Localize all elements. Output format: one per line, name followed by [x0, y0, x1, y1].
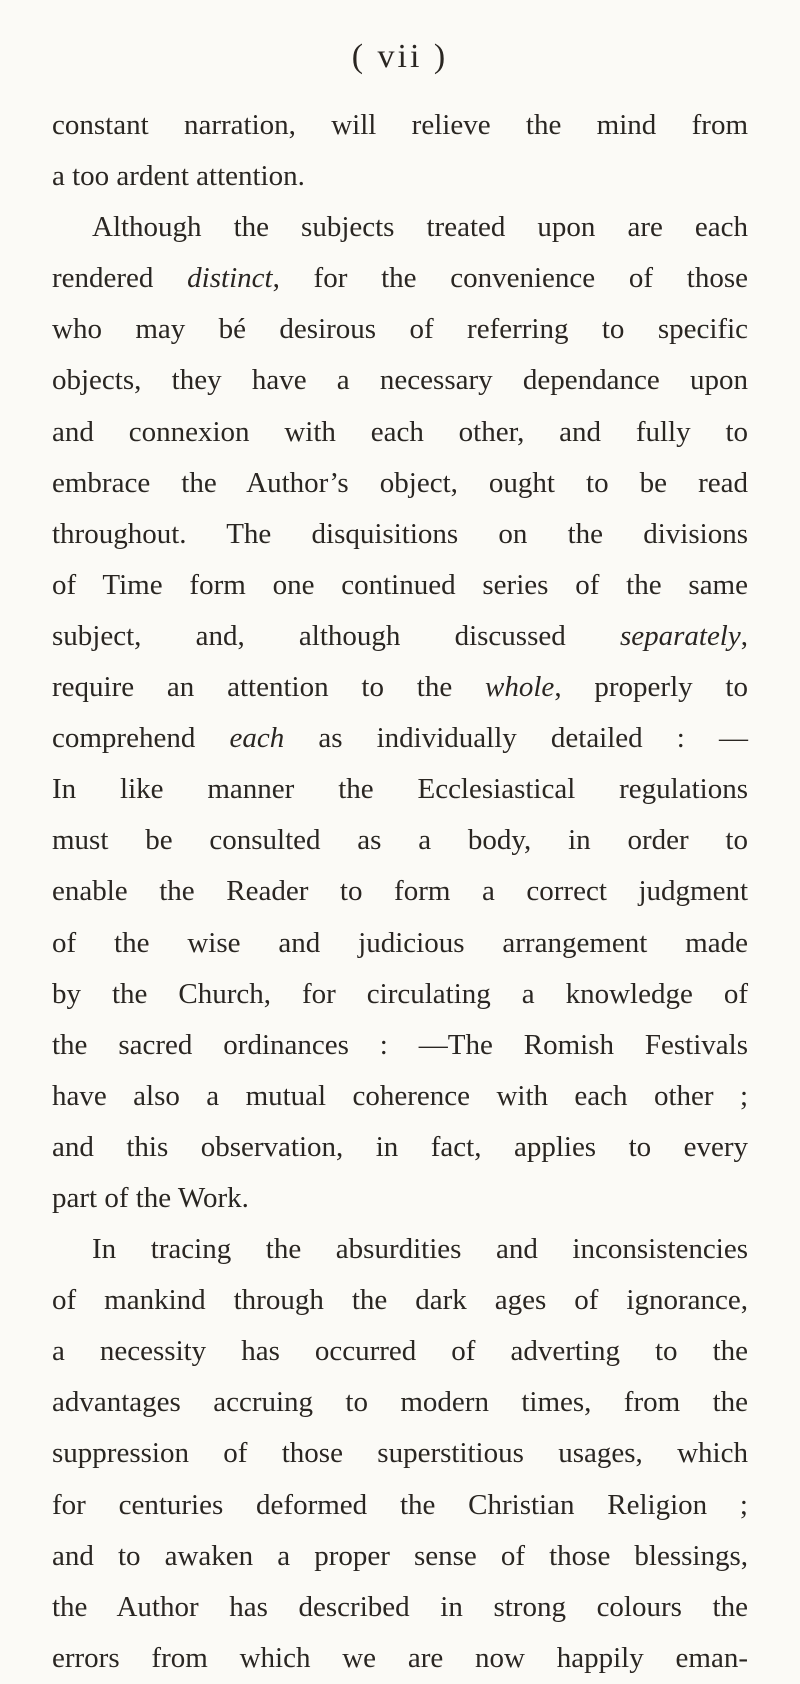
text-line: part of the Work.: [52, 1181, 249, 1214]
text-line: suppression of those superstitious usages, which: [52, 1437, 748, 1470]
text-line: by the Church, for circulating a knowledge of: [52, 977, 748, 1010]
emphasis: separately: [619, 619, 741, 652]
text-line: objects, they have a necessary dependance upon: [52, 364, 748, 397]
text-line: have also a mutual coherence with each other ;: [52, 1079, 748, 1112]
page-number: ( vii ): [351, 38, 449, 75]
text-line: errors from which we are now happily eman-: [52, 1641, 748, 1674]
text-line: the sacred ordinances : —The Romish Festivals: [52, 1028, 748, 1061]
text-line: of mankind through the dark ages of ignorance,: [52, 1284, 748, 1317]
text-line: require an attention to the whole, properly to: [52, 671, 748, 704]
emphasis: whole: [485, 671, 555, 704]
text-line: a necessity has occurred of adverting to the: [52, 1335, 748, 1368]
text-line: must be consulted as a body, in order to: [52, 824, 748, 857]
text-line: who may bé desirous of referring to specific: [52, 313, 748, 346]
text-line: throughout. The disquisitions on the divisions: [52, 517, 748, 550]
text-line: embrace the Author’s object, ought to be read: [52, 466, 748, 499]
text-line: and connexion with each other, and fully to: [52, 415, 748, 448]
text-line: constant narration, will relieve the mind from: [52, 109, 748, 141]
text-line: a too ardent attention.: [52, 160, 305, 193]
text-line: and this observation, in fact, applies to every: [52, 1130, 748, 1163]
text-line: advantages accruing to modern times, from the: [52, 1386, 748, 1419]
text-line: for centuries deformed the Christian Religion ;: [52, 1488, 748, 1521]
emphasis: each: [229, 722, 285, 755]
text-line: of the wise and judicious arrangement made: [52, 926, 748, 959]
text-line: In tracing the absurdities and inconsistencies: [92, 1233, 748, 1266]
text-line: rendered distinct, for the convenience of those: [52, 262, 749, 295]
text-line: enable the Reader to form a correct judgment: [52, 875, 748, 908]
text-line: and to awaken a proper sense of those blessings,: [52, 1539, 748, 1572]
text-line: subject, and, although discussed separately,: [52, 619, 748, 652]
text-line: the Author has described in strong colours the: [52, 1590, 748, 1623]
text-line: In like manner the Ecclesiastical regulations: [52, 773, 748, 806]
text-line: comprehend each as individually detailed : —: [52, 722, 748, 755]
text-line: of Time form one continued series of the same: [52, 568, 748, 601]
body-text: [52, 100, 748, 1684]
emphasis: distinct: [187, 262, 273, 295]
text-line: Although the subjects treated upon are each: [92, 211, 748, 244]
